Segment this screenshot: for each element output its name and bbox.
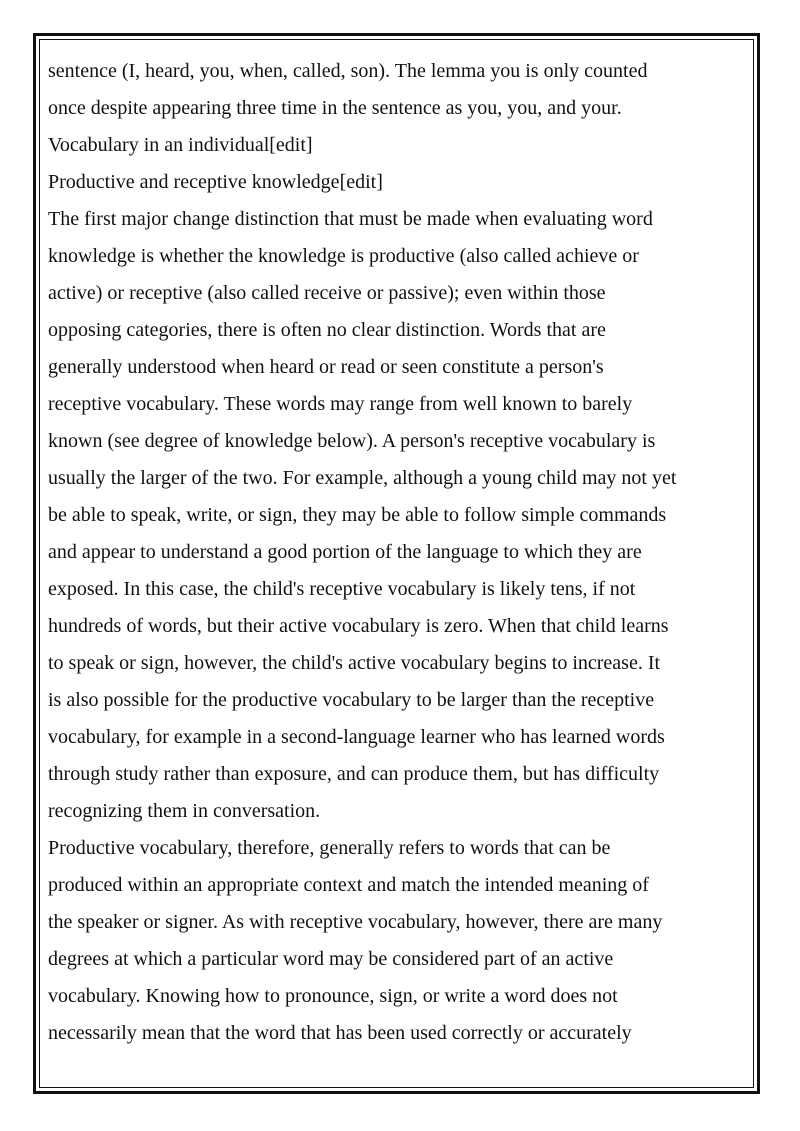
section-heading-vocabulary-individual: Vocabulary in an individual[edit] — [48, 134, 313, 156]
body-line: sentence (I, heard, you, when, called, son). The lemma you is only counted — [48, 60, 648, 82]
body-line: to speak or sign, however, the child's active vocabulary begins to increase. It — [48, 652, 661, 674]
body-line: degrees at which a particular word may be considered part of an active — [48, 948, 614, 970]
body-line: necessarily mean that the word that has been used correctly or accurately — [48, 1022, 632, 1044]
body-line: hundreds of words, but their active vocabulary is zero. When that child learns — [48, 615, 669, 637]
body-line: vocabulary, for example in a second-language learner who has learned words — [48, 726, 665, 748]
document-body — [48, 53, 738, 1052]
body-line: produced within an appropriate context and match the intended meaning of — [48, 874, 649, 896]
body-line: through study rather than exposure, and can produce them, but has difficulty — [48, 763, 660, 785]
body-line: the speaker or signer. As with receptive vocabulary, however, there are many — [48, 911, 663, 933]
body-line: be able to speak, write, or sign, they may be able to follow simple commands — [48, 504, 667, 526]
body-line: vocabulary. Knowing how to pronounce, sign, or write a word does not — [48, 985, 618, 1007]
body-line: once despite appearing three time in the sentence as you, you, and your. — [48, 97, 622, 119]
body-line: exposed. In this case, the child's receptive vocabulary is likely tens, if not — [48, 578, 636, 600]
body-line: usually the larger of the two. For example, although a young child may not yet — [48, 467, 677, 489]
body-line: Productive vocabulary, therefore, generally refers to words that can be — [48, 837, 611, 859]
body-line: knowledge is whether the knowledge is productive (also called achieve or — [48, 245, 639, 267]
body-line: active) or receptive (also called receive or passive); even within those — [48, 282, 606, 304]
body-line: The first major change distinction that must be made when evaluating word — [48, 208, 653, 230]
body-line: and appear to understand a good portion of the language to which they are — [48, 541, 642, 563]
section-heading-productive-receptive: Productive and receptive knowledge[edit] — [48, 171, 383, 193]
body-line: known (see degree of knowledge below). A person's receptive vocabulary is — [48, 430, 656, 452]
body-line: is also possible for the productive vocabulary to be larger than the receptive — [48, 689, 655, 711]
body-line: receptive vocabulary. These words may range from well known to barely — [48, 393, 633, 415]
body-line: opposing categories, there is often no clear distinction. Words that are — [48, 319, 606, 341]
body-line: generally understood when heard or read or seen constitute a person's — [48, 356, 604, 378]
body-line: recognizing them in conversation. — [48, 800, 321, 822]
